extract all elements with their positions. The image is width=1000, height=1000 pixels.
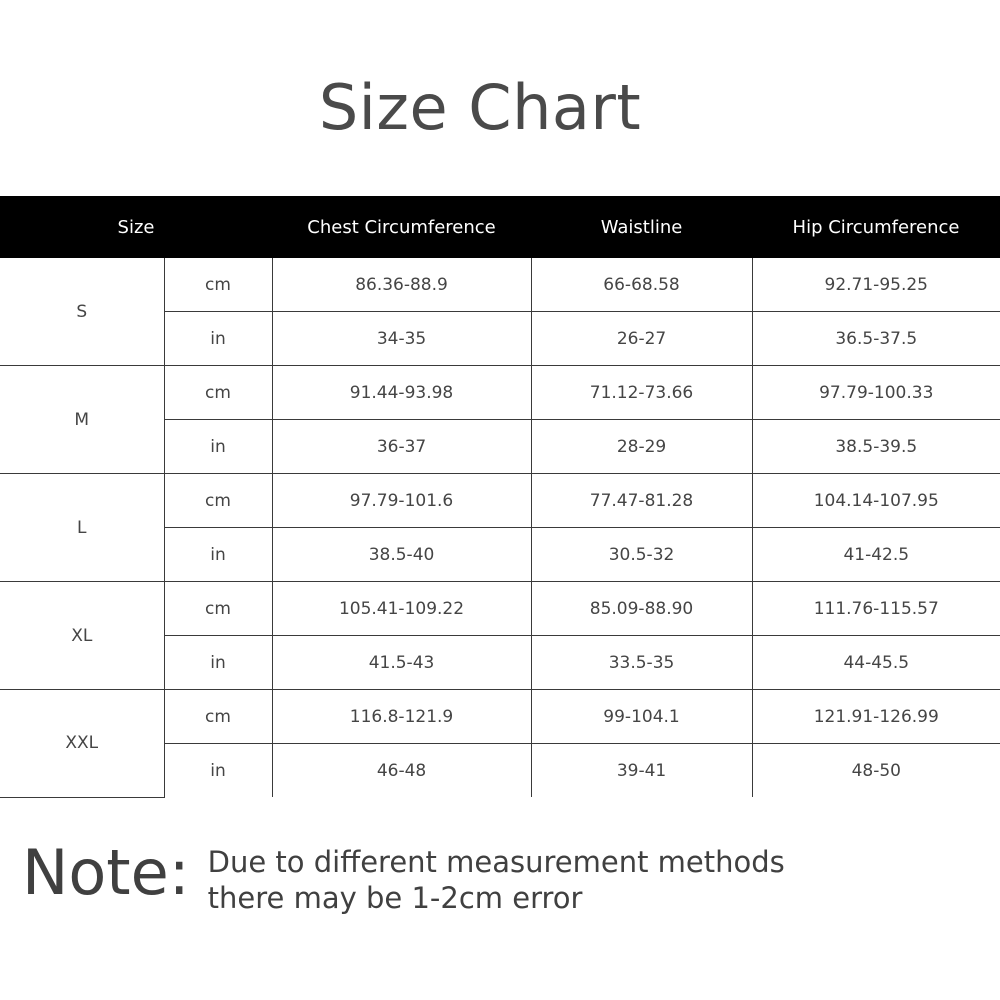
size-table bbox=[0, 196, 1000, 798]
waist-cell: 39-41 bbox=[531, 744, 752, 798]
hip-cell: 104.14-107.95 bbox=[752, 474, 1000, 528]
header-waist: Waistline bbox=[531, 196, 752, 258]
hip-cell: 36.5-37.5 bbox=[752, 312, 1000, 366]
unit-cell: cm bbox=[164, 690, 272, 744]
note-line-2: there may be 1-2cm error bbox=[207, 881, 583, 915]
hip-cell: 48-50 bbox=[752, 744, 1000, 798]
table-row bbox=[0, 258, 1000, 312]
header-chest: Chest Circumference bbox=[272, 196, 531, 258]
chest-cell: 36-37 bbox=[272, 420, 531, 474]
chest-cell: 46-48 bbox=[272, 744, 531, 798]
waist-cell: 99-104.1 bbox=[531, 690, 752, 744]
header-size: Size bbox=[0, 196, 272, 258]
table-row bbox=[0, 582, 1000, 636]
table-row bbox=[0, 366, 1000, 420]
chest-cell: 105.41-109.22 bbox=[272, 582, 531, 636]
page-title: Size Chart bbox=[318, 71, 642, 144]
unit-cell: in bbox=[164, 744, 272, 798]
hip-cell: 97.79-100.33 bbox=[752, 366, 1000, 420]
size-label: M bbox=[0, 366, 164, 474]
size-label: XL bbox=[0, 582, 164, 690]
hip-cell: 92.71-95.25 bbox=[752, 258, 1000, 312]
unit-cell: in bbox=[164, 420, 272, 474]
waist-cell: 66-68.58 bbox=[531, 258, 752, 312]
unit-cell: cm bbox=[164, 474, 272, 528]
note-text bbox=[208, 838, 785, 916]
chest-cell: 38.5-40 bbox=[272, 528, 531, 582]
waist-cell: 26-27 bbox=[531, 312, 752, 366]
waist-cell: 71.12-73.66 bbox=[531, 366, 752, 420]
unit-cell: in bbox=[164, 636, 272, 690]
chest-cell: 86.36-88.9 bbox=[272, 258, 531, 312]
hip-cell: 121.91-126.99 bbox=[752, 690, 1000, 744]
waist-cell: 85.09-88.90 bbox=[531, 582, 752, 636]
hip-cell: 111.76-115.57 bbox=[752, 582, 1000, 636]
chest-cell: 116.8-121.9 bbox=[272, 690, 531, 744]
waist-cell: 33.5-35 bbox=[531, 636, 752, 690]
note-label: Note: bbox=[22, 836, 190, 909]
hip-cell: 38.5-39.5 bbox=[752, 420, 1000, 474]
hip-cell: 41-42.5 bbox=[752, 528, 1000, 582]
size-label: S bbox=[0, 258, 164, 366]
table-row bbox=[0, 474, 1000, 528]
header-hip: Hip Circumference bbox=[752, 196, 1000, 258]
unit-cell: cm bbox=[164, 582, 272, 636]
chest-cell: 97.79-101.6 bbox=[272, 474, 531, 528]
unit-cell: cm bbox=[164, 366, 272, 420]
unit-cell: in bbox=[164, 312, 272, 366]
chest-cell: 34-35 bbox=[272, 312, 531, 366]
table-header-row bbox=[0, 196, 1000, 258]
size-label: L bbox=[0, 474, 164, 582]
hip-cell: 44-45.5 bbox=[752, 636, 1000, 690]
waist-cell: 77.47-81.28 bbox=[531, 474, 752, 528]
chest-cell: 91.44-93.98 bbox=[272, 366, 531, 420]
unit-cell: cm bbox=[164, 258, 272, 312]
waist-cell: 30.5-32 bbox=[531, 528, 752, 582]
note-line-1: Due to different measurement methods bbox=[207, 845, 785, 879]
unit-cell: in bbox=[164, 528, 272, 582]
table-row bbox=[0, 690, 1000, 744]
waist-cell: 28-29 bbox=[531, 420, 752, 474]
size-label: XXL bbox=[0, 690, 164, 798]
chest-cell: 41.5-43 bbox=[272, 636, 531, 690]
note bbox=[22, 838, 785, 916]
